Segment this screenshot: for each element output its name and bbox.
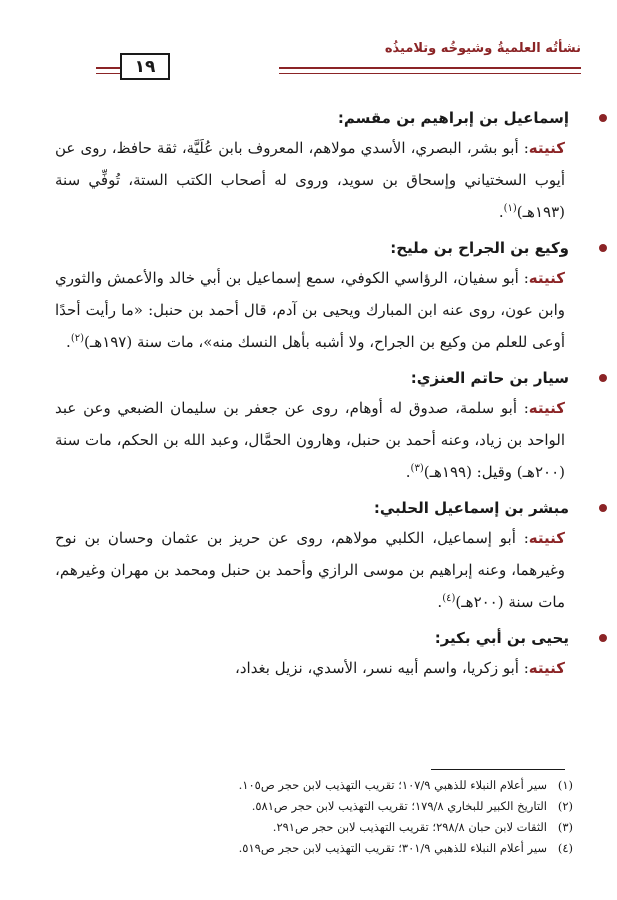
narrator-entry — [55, 104, 569, 228]
footnote-ref[interactable]: (٢) — [70, 333, 85, 344]
footnotes — [53, 775, 573, 859]
bullet-icon — [599, 504, 607, 512]
header-rule-right-thin — [279, 73, 581, 74]
entry-name: سيار بن حاتم العنزي: — [410, 369, 569, 387]
entry-description: : أبو إسماعيل، الكلبي مولاهم، روى عن حريز بن عثمان وحسان بن نوح وغيرهما، وعنه إبراهيم بن موسى الرازي وأحمد بن حنبل ومحمد بن مهران وغيرهم، مات سنة (٢٠٠هـ) — [55, 529, 565, 611]
footnote-number: (٢) — [557, 799, 573, 813]
footnote-text: سير أعلام النبلاء للذهبي ٣٠١/٩؛ تقريب التهذيب لابن حجر ص٥١٩. — [238, 841, 547, 855]
footnote — [53, 775, 573, 796]
entry-text — [55, 262, 565, 358]
kunya-label: كنيته — [528, 659, 565, 677]
narrator-entry — [55, 364, 569, 488]
footnote — [53, 796, 573, 817]
narrator-entry — [55, 624, 569, 684]
entry-description: : أبو زكريا، واسم أبيه نسر، الأسدي، نزيل بغداد، — [235, 659, 529, 677]
footnote-text: سير أعلام النبلاء للذهبي ١٠٧/٩؛ تقريب التهذيب لابن حجر ص١٠٥. — [238, 778, 547, 792]
entry-heading — [55, 624, 569, 652]
page-number: ١٩ — [120, 53, 170, 80]
footnote-number: (٤) — [557, 841, 573, 855]
entry-text — [55, 652, 565, 684]
footnote-separator — [431, 769, 565, 770]
entry-end: . — [66, 333, 71, 351]
running-header-title: نشأتُه العلميةُ وشيوخُه وتلاميذُه — [384, 41, 581, 56]
kunya-label: كنيته — [528, 529, 565, 547]
bullet-icon — [599, 114, 607, 122]
entry-description: : أبو بشر، البصري، الأسدي مولاهم، المعروف بابن عُلَيَّة، ثقة حافظ، روى عن أيوب السختياني وإسحاق بن سويد، وروى له أصحاب الكتب الستة، تُوفِّي سنة (١٩٣هـ) — [55, 139, 565, 221]
entry-description: : أبو سلمة، صدوق له أوهام، روى عن جعفر بن سليمان الضبعي وعن عبد الواحد بن زياد، وعنه أحمد بن حنبل، وهارون الحمَّال، وعبد الله بن الحكم، مات سنة (٢٠٠هـ) وقيل: (١٩٩هـ) — [55, 399, 565, 481]
kunya-label: كنيته — [528, 139, 565, 157]
header-rule-left — [96, 67, 120, 69]
narrator-entry — [55, 234, 569, 358]
entry-name: يحيى بن أبي بكير: — [434, 629, 569, 647]
kunya-label: كنيته — [528, 269, 565, 287]
header-rule-left-thin — [96, 73, 120, 74]
footnote — [53, 817, 573, 838]
kunya-label: كنيته — [528, 399, 565, 417]
footnote-number: (٣) — [557, 820, 573, 834]
bullet-icon — [599, 374, 607, 382]
entry-heading — [55, 364, 569, 392]
entry-name: مبشر بن إسماعيل الحلبي: — [373, 499, 569, 517]
footnote-number: (١) — [557, 778, 573, 792]
entry-heading — [55, 234, 569, 262]
entry-end: . — [405, 463, 411, 481]
header-rule-right — [279, 67, 581, 69]
entry-text — [55, 522, 565, 618]
footnote-ref[interactable]: (٤) — [442, 593, 456, 604]
footnote-ref[interactable]: (١) — [503, 203, 517, 214]
footnote — [53, 838, 573, 859]
page-body — [55, 104, 569, 690]
entry-text — [55, 392, 565, 488]
footnote-text: التاريخ الكبير للبخاري ١٧٩/٨؛ تقريب التهذيب لابن حجر ص٥٨١. — [251, 799, 547, 813]
footnote-text: الثقات لابن حبان ٢٩٨/٨؛ تقريب التهذيب لابن حجر ص٢٩١. — [272, 820, 547, 834]
entry-name: إسماعيل بن إبراهيم بن مقسم: — [337, 109, 569, 127]
entry-end: . — [437, 593, 443, 611]
entry-end: . — [498, 203, 504, 221]
entry-heading — [55, 494, 569, 522]
entry-name: وكيع بن الجراح بن مليح: — [390, 239, 569, 257]
entry-text — [55, 132, 565, 228]
entry-description: : أبو سفيان، الرؤاسي الكوفي، سمع إسماعيل بن أبي خالد والأعمش والثوري وابن عون، روى عنه ابن المبارك ويحيى بن آدم، قال أحمد بن حنبل: «ما رأيت أحدًا أوعى للعلم من وكيع بن الجراح، ولا أشبه بأهل النسك منه»، مات سنة (١٩٧هـ) — [55, 269, 565, 351]
entry-heading — [55, 104, 569, 132]
bullet-icon — [599, 244, 607, 252]
footnote-ref[interactable]: (٣) — [410, 463, 424, 474]
bullet-icon — [599, 634, 607, 642]
narrator-entry — [55, 494, 569, 618]
